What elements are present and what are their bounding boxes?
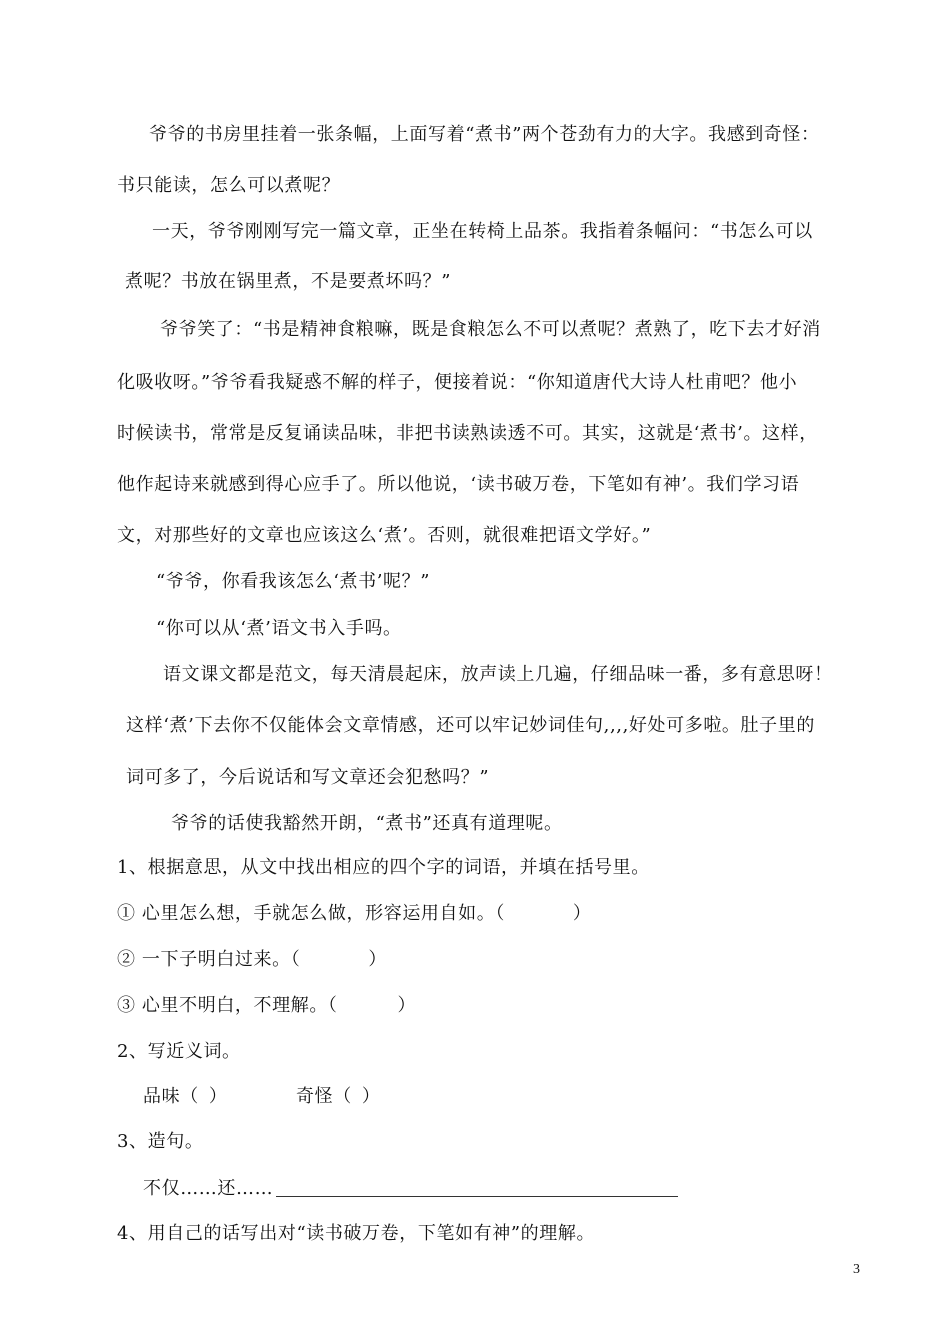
question-item-text: ③ 心里不明白，不理解。（	[117, 995, 338, 1016]
question-2-words	[143, 1085, 227, 1109]
synonym-word: 奇怪（	[296, 1086, 352, 1107]
story-line: 这样‘煮’下去你不仅能体会文章情感，还可以牢记妙词佳句,,,,好处可多啦。肚子里的	[126, 715, 815, 736]
question-item-text: ② 一下子明白过来。（	[117, 949, 301, 970]
question-1-item	[117, 994, 416, 1018]
story-line: “爷爷，你看我该怎么‘煮书’呢？”	[156, 571, 431, 592]
answer-line[interactable]	[276, 1196, 678, 1197]
question-4-title: 4、用自己的话写出对“读书破万卷，下笔如有神”的理解。	[117, 1223, 596, 1244]
question-item-text: ① 心里怎么想，手就怎么做，形容运用自如。（	[117, 903, 505, 924]
question-1-item	[117, 902, 592, 926]
question-2-words	[296, 1085, 380, 1109]
question-3-prompt: 不仅……还……	[143, 1178, 274, 1199]
story-line: 他作起诗来就感到得心应手了。所以他说，‘读书破万卷，下笔如有神’。我们学习语	[117, 474, 800, 495]
story-line: 时候读书，常常是反复诵读品味，非把书读熟读透不可。其实，这就是‘煮书’。这样，	[117, 423, 818, 444]
story-line: 化吸收呀。”爷爷看我疑惑不解的样子，便接着说：“你知道唐代大诗人杜甫吧？他小	[117, 372, 798, 393]
question-3-title: 3、造句。	[117, 1131, 204, 1152]
question-1-title: 1、根据意思，从文中找出相应的四个字的词语，并填在括号里。	[117, 857, 650, 878]
question-2-title: 2、写近义词。	[117, 1041, 241, 1062]
question-item-close: ）	[368, 949, 387, 970]
synonym-close: ）	[208, 1086, 228, 1107]
story-line: 爷爷笑了：“书是精神食粮嘛，既是食粮怎么不可以煮呢？煮熟了，吃下去才好消	[160, 319, 821, 340]
question-item-close: ）	[397, 995, 417, 1016]
question-item-close: ）	[572, 903, 592, 924]
story-line: 爷爷的书房里挂着一张条幅，上面写着“煮书”两个苍劲有力的大字。我感到奇怪：	[149, 124, 820, 145]
question-1-item	[117, 948, 387, 972]
story-line: “你可以从‘煮’语文书入手吗。	[156, 618, 402, 639]
synonym-close: ）	[361, 1086, 381, 1107]
story-line: 爷爷的话使我豁然开朗，“煮书”还真有道理呢。	[171, 813, 563, 834]
page-number: 3	[853, 1262, 860, 1277]
story-line: 词可多了，今后说话和写文章还会犯愁吗？”	[126, 767, 490, 788]
story-line: 文，对那些好的文章也应该这么‘煮’。否则，就很难把语文学好。”	[117, 525, 652, 546]
story-line: 煮呢？书放在锅里煮，不是要煮坏吗？”	[125, 271, 452, 292]
story-line: 语文课文都是范文，每天清晨起床，放声读上几遍，仔细品味一番，多有意思呀！	[163, 664, 833, 685]
story-line: 书只能读，怎么可以煮呢？	[117, 175, 341, 196]
story-line: 一天，爷爷刚刚写完一篇文章，正坐在转椅上品茶。我指着条幅问：“书怎么可以	[152, 221, 813, 242]
synonym-word: 品味（	[143, 1086, 199, 1107]
